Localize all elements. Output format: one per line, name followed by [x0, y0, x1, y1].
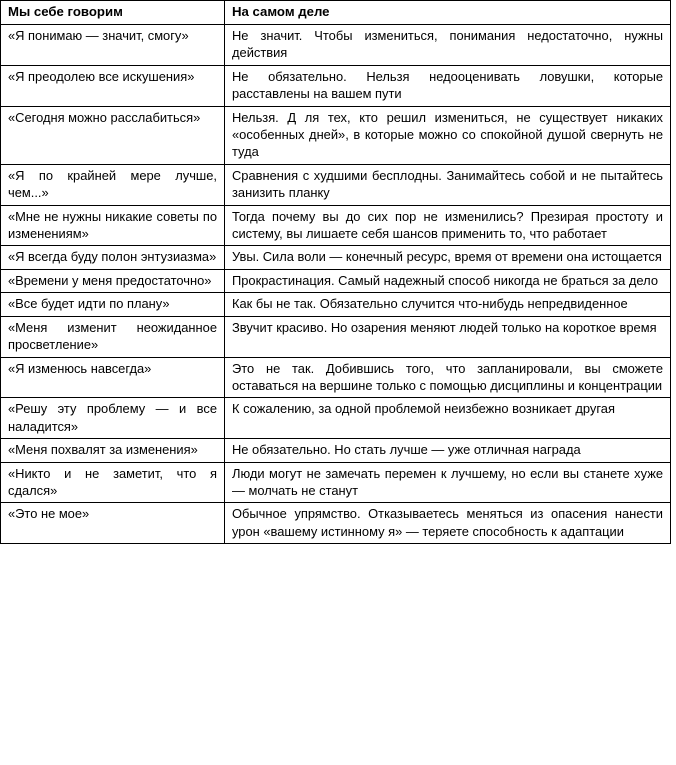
cell-claim [1, 439, 225, 462]
table-row [1, 246, 671, 269]
cell-truth-text: Звучит красиво. Но озарения меняют людей только на короткое время [232, 319, 657, 335]
cell-claim-text: «Мне не нужны никакие советы по изменениям» [8, 208, 217, 242]
cell-claim [1, 269, 225, 292]
table-row [1, 462, 671, 503]
table-header-row [1, 1, 671, 25]
table-row [1, 269, 671, 292]
column-header-claim [1, 1, 225, 25]
table-row [1, 25, 671, 66]
cell-truth [225, 65, 671, 106]
cell-claim-text: «Меня похвалят за изменения» [8, 442, 198, 458]
table-row [1, 205, 671, 246]
cell-claim-text: «Никто и не заметит, что я сдался» [8, 465, 217, 498]
cell-truth-text: Не значит. Чтобы измениться, понимания недостаточно, нужны действия [232, 28, 663, 61]
cell-truth-text: Не обязательно. Но стать лучше — уже отличная награда [232, 442, 581, 458]
cell-truth [225, 398, 671, 439]
cell-claim-text: «Все будет идти по плану» [8, 296, 170, 312]
cell-claim [1, 25, 225, 66]
cell-truth [225, 503, 671, 544]
table-row [1, 65, 671, 106]
cell-claim [1, 205, 225, 246]
cell-claim-text: «Я всегда буду полон энтузиазма» [8, 249, 217, 265]
cell-claim [1, 293, 225, 316]
cell-claim-text: «Времени у меня предостаточно» [8, 272, 212, 288]
table-row [1, 164, 671, 205]
table-row [1, 316, 671, 357]
table-body [1, 25, 671, 544]
cell-claim [1, 316, 225, 357]
column-header-truth [225, 1, 671, 25]
table-row [1, 398, 671, 439]
cell-truth [225, 246, 671, 269]
cell-truth [225, 106, 671, 164]
column-header-truth-label: На самом деле [232, 4, 330, 19]
column-header-claim-label: Мы себе говорим [8, 4, 123, 19]
cell-truth-text: Прокрастинация. Самый надежный способ никогда не браться за дело [232, 272, 658, 288]
cell-truth-text: Нельзя. Д ля тех, кто решил измениться, не существует никаких «особенных дней», в которые можно со спокойной душой свернуть не туда [232, 109, 663, 160]
cell-truth-text: Увы. Сила воли — конечный ресурс, время от времени она истощается [232, 249, 662, 265]
cell-truth-text: Это не так. Добившись того, что запланировали, вы сможете оставаться на вершине только с помощью дисциплины и концентрации [232, 360, 663, 393]
cell-claim-text: «Это не мое» [8, 506, 90, 522]
table-row [1, 439, 671, 462]
cell-claim [1, 398, 225, 439]
cell-truth [225, 25, 671, 66]
cell-truth-text: Не обязательно. Нельзя недооценивать ловушки, которые расставлены на вашем пути [232, 68, 663, 102]
cell-claim-text: «Меня изменит неожиданное просветление» [8, 319, 217, 353]
table-row [1, 357, 671, 398]
cell-truth [225, 293, 671, 316]
cell-truth [225, 164, 671, 205]
cell-truth-text: К сожалению, за одной проблемой неизбежно возникает другая [232, 401, 615, 417]
table-row [1, 293, 671, 316]
cell-truth [225, 269, 671, 292]
cell-claim [1, 246, 225, 269]
cell-truth [225, 439, 671, 462]
cell-truth [225, 357, 671, 398]
cell-truth-text: Люди могут не замечать перемен к лучшему, но если вы станете хуже — молчать не станут [232, 465, 663, 498]
cell-claim-text: «Я по крайней мере лучше, чем...» [8, 167, 217, 201]
cell-truth-text: Как бы не так. Обязательно случится что-нибудь непредвиденное [232, 296, 628, 312]
cell-claim [1, 462, 225, 503]
cell-claim-text: «Я преодолею все искушения» [8, 68, 195, 84]
cell-truth [225, 205, 671, 246]
cell-claim-text: «Сегодня можно расслабиться» [8, 109, 201, 125]
table-row [1, 503, 671, 544]
table-head [1, 1, 671, 25]
cell-truth [225, 462, 671, 503]
cell-claim [1, 65, 225, 106]
cell-claim [1, 503, 225, 544]
cell-truth-text: Обычное упрямство. Отказываетесь меняться из опасения нанести урон «вашему истинному я» — теряете способность к адаптации [232, 506, 663, 539]
cell-claim [1, 164, 225, 205]
cell-claim-text: «Я понимаю — значит, смогу» [8, 28, 189, 43]
cell-claim-text: «Решу эту проблему — и все наладится» [8, 401, 217, 434]
table-row [1, 106, 671, 164]
cell-claim [1, 357, 225, 398]
cell-truth [225, 316, 671, 357]
cell-truth-text: Тогда почему вы до сих пор не изменились? Презирая простоту и систему, вы лишаете себя шансов применить то, что работает [232, 208, 663, 242]
cell-claim-text: «Я изменюсь навсегда» [8, 360, 152, 376]
cell-claim [1, 106, 225, 164]
cell-truth-text: Сравнения с худшими бесплодны. Занимайтесь собой и не пытайтесь занизить планку [232, 167, 663, 201]
